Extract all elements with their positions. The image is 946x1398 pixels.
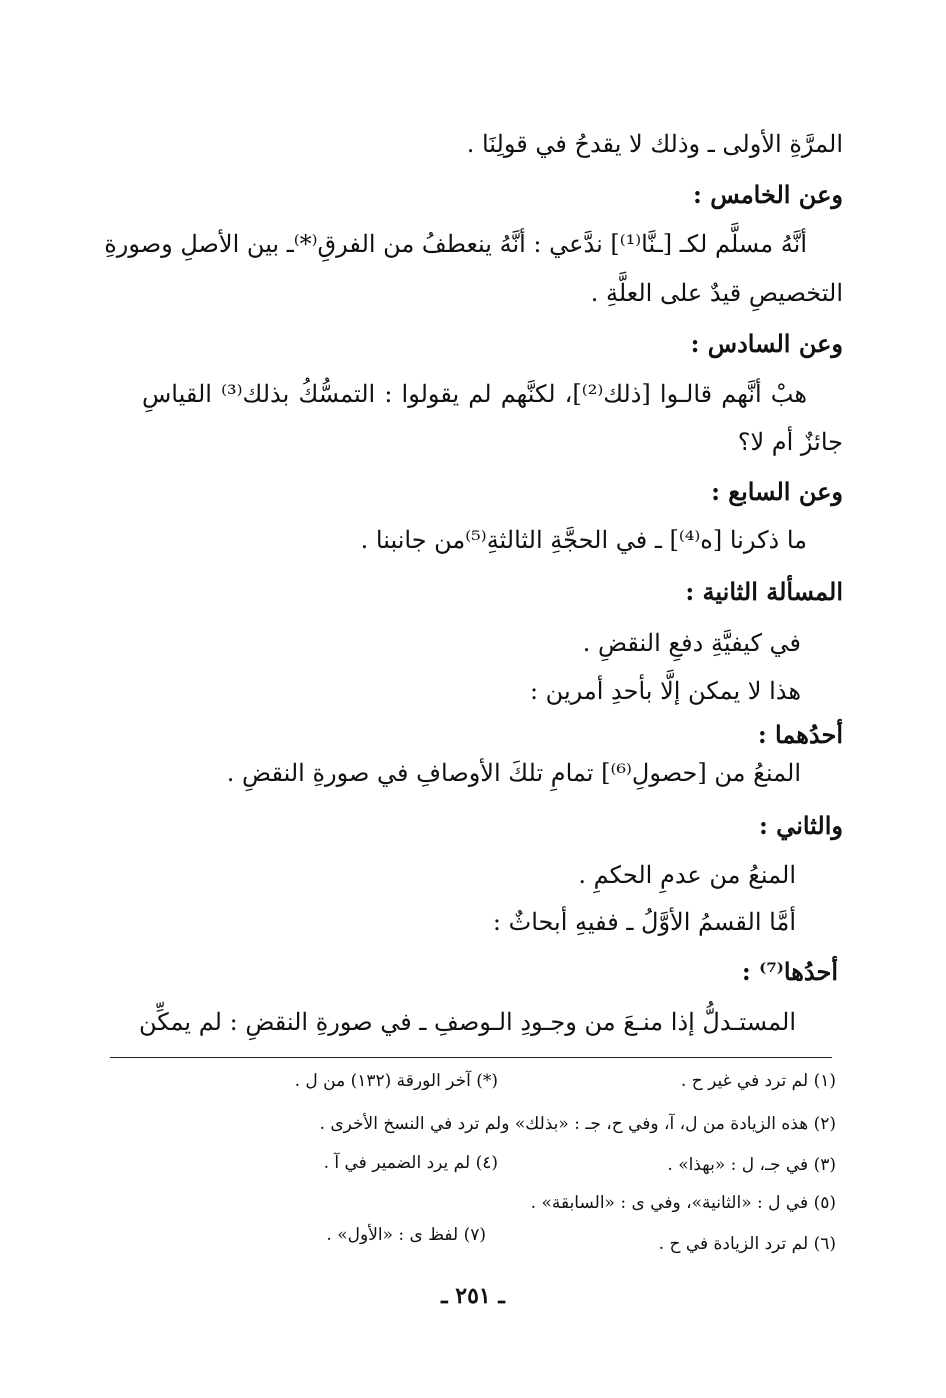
text-line-16: المنعُ من عدمِ الحكمِ .: [578, 861, 796, 889]
footnote-star: (*) آخر الورقة (١٣٢) من ل .: [294, 1071, 498, 1091]
heading-first-of-two: أحدُهما :: [757, 720, 843, 749]
heading-seventh: وعن السابع :: [711, 477, 843, 506]
text-line-6: هبْ أنَّهم قالـوا [ذلك⁽²⁾]، لكنَّهم لم يقولوا : التمسُّكُ بذلك⁽³⁾ القياسِ: [142, 380, 807, 408]
text-line-7: جائزٌ أم لا؟: [737, 428, 843, 456]
heading-first-topic: أحدُها⁽⁷⁾ :: [741, 957, 838, 986]
heading-fifth: وعن الخامس :: [693, 180, 843, 209]
footnote-1: (١) لم ترد في غير ح .: [680, 1071, 836, 1091]
text-line-12: هذا لا يمكن إلَّا بأحدِ أمرين :: [529, 677, 801, 705]
text-line-14: المنعُ من [حصولِ⁽⁶⁾] تمامِ تلكَ الأوصافِ في صورةِ النقضِ .: [226, 759, 801, 787]
footnote-3: (٣) في جـ، ل : «بهذا» .: [667, 1155, 836, 1175]
text-line-11: في كيفيَّةِ دفعِ النقضِ .: [582, 629, 801, 657]
heading-sixth: وعن السادس :: [690, 329, 843, 358]
heading-second-issue: المسألة الثانية :: [685, 577, 843, 606]
footnote-separator: [110, 1057, 832, 1058]
text-line-17: أمَّا القسمُ الأوَّلُ ـ ففيهِ أبحاثٌ :: [492, 908, 796, 936]
text-line-3: أنَّهُ مسلَّم لكـ [ـنَّا⁽¹⁾] ندَّعي : أنَّهُ ينعطفُ من الفرقِ⁽*⁾ـ بين الأصلِ وصورةِ: [104, 230, 807, 258]
footnote-7: (٧) لفظ ى : «الأول» .: [326, 1225, 486, 1245]
footnote-2: (٢) هذه الزيادة من ل، آ، وفي ح، جـ : «بذلك» ولم ترد في النسخ الأخرى .: [319, 1114, 836, 1134]
heading-second-of-two: والثاني :: [758, 811, 843, 840]
footnote-5: (٥) في ل : «الثانية»، وفي ى : «السابقة» .: [530, 1193, 836, 1213]
text-line-4: التخصيصِ قيدٌ على العلَّةِ .: [590, 279, 843, 307]
text-line-1: المرَّةِ الأولى ـ وذلك لا يقدحُ في قولِنَا .: [466, 130, 843, 158]
footnote-6: (٦) لم ترد الزيادة في ح .: [658, 1234, 836, 1254]
page-number: ـ ٢٥١ ـ: [441, 1283, 505, 1309]
text-line-19: المستـدلُّ إذا منـعَ من وجـودِ الـوصفِ ـ في صورةِ النقضِ : لم يمكِّن: [138, 1008, 796, 1036]
footnote-4: (٤) لم يرد الضمير في آ .: [323, 1153, 498, 1173]
text-line-9: ما ذكرنا [ه⁽⁴⁾] ـ في الحجَّةِ الثالثةِ⁽⁵⁾من جانبنا .: [360, 526, 807, 554]
